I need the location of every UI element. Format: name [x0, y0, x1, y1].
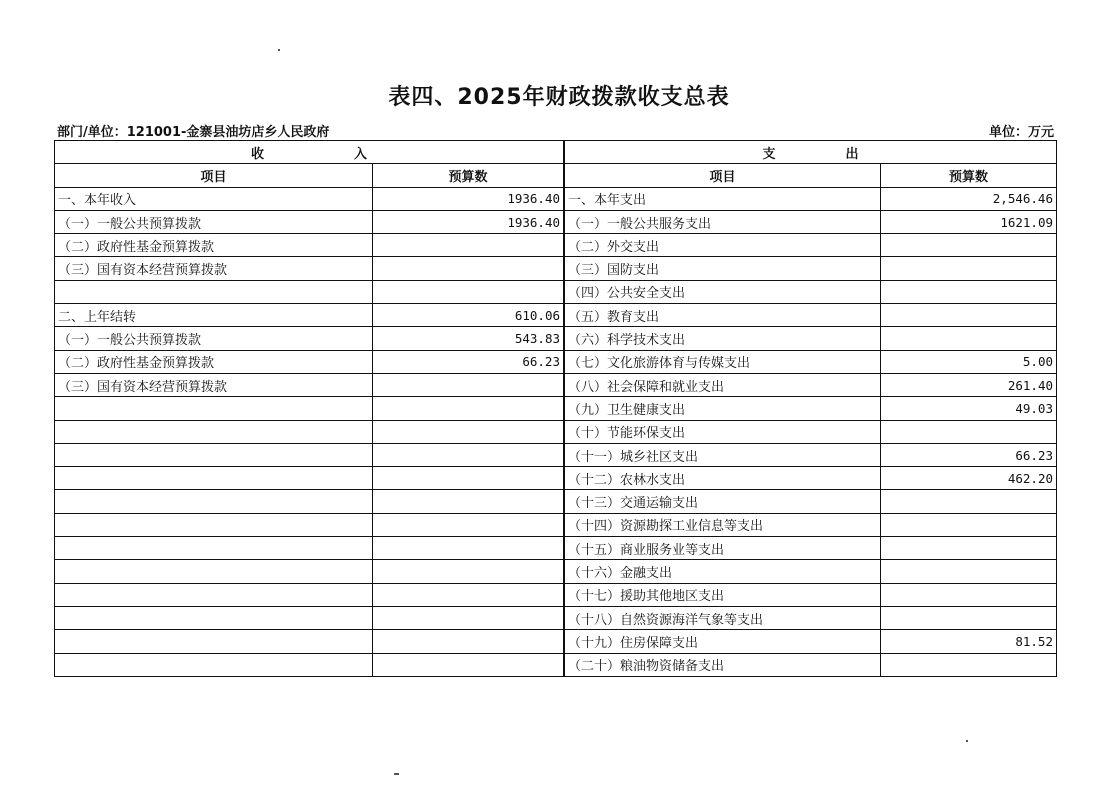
- expense-item-cell: （十五）商业服务业等支出: [565, 537, 881, 560]
- expense-table-body: [565, 187, 1057, 676]
- table-row: [55, 280, 564, 303]
- income-amount-cell: [373, 560, 564, 583]
- department-label: 部门/单位：121001-金寨县油坊店乡人民政府: [57, 125, 330, 140]
- expense-amount-cell: 81.52: [881, 630, 1057, 653]
- income-item-cell: [55, 583, 373, 606]
- table-row: [55, 537, 564, 560]
- expense-amount-cell: 462.20: [881, 467, 1057, 490]
- table-row: [565, 304, 1057, 327]
- expense-amount-cell: [881, 280, 1057, 303]
- page-title: 表四、2025年财政拨款收支总表: [388, 85, 730, 110]
- expense-amount-cell: [881, 653, 1057, 676]
- table-row: [565, 210, 1057, 233]
- table-row: [565, 234, 1057, 257]
- table-row: [565, 653, 1057, 676]
- table-row: [55, 304, 564, 327]
- table-row: [565, 350, 1057, 373]
- income-amount-cell: 543.83: [373, 327, 564, 350]
- table-row: [565, 327, 1057, 350]
- table-row: [565, 397, 1057, 420]
- expense-amount-cell: [881, 234, 1057, 257]
- table-row: [55, 467, 564, 490]
- expense-item-cell: （六）科学技术支出: [565, 327, 881, 350]
- scan-speck: [966, 740, 968, 742]
- table-row: [565, 583, 1057, 606]
- income-item-cell: （二）政府性基金预算拨款: [55, 350, 373, 373]
- expense-item-cell: （十）节能环保支出: [565, 420, 881, 443]
- table-row: [55, 560, 564, 583]
- table-row: [55, 210, 564, 233]
- table-row: [565, 373, 1057, 396]
- expense-item-cell: （十八）自然资源海洋气象等支出: [565, 606, 881, 629]
- table-row: [55, 373, 564, 396]
- income-item-cell: [55, 420, 373, 443]
- income-item-cell: （一）一般公共预算拨款: [55, 210, 373, 233]
- expense-item-cell: （十六）金融支出: [565, 560, 881, 583]
- table-row: [55, 420, 564, 443]
- income-amount-cell: [373, 537, 564, 560]
- income-header-char-b: 入: [354, 146, 368, 162]
- expense-item-cell: （十一）城乡社区支出: [565, 443, 881, 466]
- expense-item-cell: （十七）援助其他地区支出: [565, 583, 881, 606]
- expense-item-cell: （五）教育支出: [565, 304, 881, 327]
- income-amount-cell: [373, 420, 564, 443]
- expense-col-item-header: 项目: [565, 164, 881, 187]
- table-row: [565, 467, 1057, 490]
- income-amount-cell: [373, 397, 564, 420]
- table-row: [55, 513, 564, 536]
- income-item-cell: [55, 397, 373, 420]
- expense-item-cell: （二十）粮油物资储备支出: [565, 653, 881, 676]
- expense-header-row: [565, 141, 1057, 164]
- expense-amount-cell: [881, 304, 1057, 327]
- expense-item-cell: （八）社会保障和就业支出: [565, 373, 881, 396]
- income-item-cell: 二、上年结转: [55, 304, 373, 327]
- expense-item-cell: 一、本年支出: [565, 187, 881, 210]
- table-row: [55, 606, 564, 629]
- table-row: [565, 490, 1057, 513]
- income-amount-cell: [373, 583, 564, 606]
- expense-col-amount-header: 预算数: [881, 164, 1057, 187]
- expense-item-cell: （四）公共安全支出: [565, 280, 881, 303]
- income-amount-cell: [373, 513, 564, 536]
- income-amount-cell: [373, 234, 564, 257]
- table-row: [55, 653, 564, 676]
- income-item-cell: [55, 490, 373, 513]
- income-item-cell: [55, 513, 373, 536]
- expense-item-cell: （十九）住房保障支出: [565, 630, 881, 653]
- income-item-cell: 一、本年收入: [55, 187, 373, 210]
- table-row: [565, 420, 1057, 443]
- income-item-cell: [55, 280, 373, 303]
- income-amount-cell: [373, 630, 564, 653]
- income-amount-cell: [373, 606, 564, 629]
- expense-item-cell: （十三）交通运输支出: [565, 490, 881, 513]
- expense-amount-cell: 261.40: [881, 373, 1057, 396]
- income-header-row: [55, 141, 564, 164]
- expense-amount-cell: [881, 606, 1057, 629]
- expense-amount-cell: [881, 513, 1057, 536]
- expense-amount-cell: [881, 560, 1057, 583]
- table-row: [55, 187, 564, 210]
- expense-amount-cell: [881, 537, 1057, 560]
- income-item-cell: （三）国有资本经营预算拨款: [55, 257, 373, 280]
- expense-item-cell: （二）外交支出: [565, 234, 881, 257]
- income-amount-cell: [373, 443, 564, 466]
- income-amount-cell: [373, 490, 564, 513]
- expense-amount-cell: [881, 583, 1057, 606]
- income-item-cell: [55, 560, 373, 583]
- income-item-cell: [55, 653, 373, 676]
- expense-header-char-b: 出: [845, 146, 859, 162]
- scan-speck: [278, 49, 280, 51]
- income-amount-cell: [373, 653, 564, 676]
- expense-amount-cell: [881, 257, 1057, 280]
- income-item-cell: [55, 630, 373, 653]
- table-row: [565, 443, 1057, 466]
- table-row: [55, 234, 564, 257]
- table-row: [55, 630, 564, 653]
- expense-amount-cell: 2,546.46: [881, 187, 1057, 210]
- table-row: [55, 443, 564, 466]
- expense-section-header: [565, 141, 1057, 164]
- income-column-header-row: [55, 164, 564, 187]
- income-section-header: [55, 141, 564, 164]
- income-amount-cell: 610.06: [373, 304, 564, 327]
- income-item-cell: （三）国有资本经营预算拨款: [55, 373, 373, 396]
- income-amount-cell: [373, 373, 564, 396]
- expense-amount-cell: [881, 327, 1057, 350]
- expense-amount-cell: 5.00: [881, 350, 1057, 373]
- income-col-item-header: 项目: [55, 164, 373, 187]
- table-row: [55, 397, 564, 420]
- income-item-cell: [55, 537, 373, 560]
- income-amount-cell: 1936.40: [373, 210, 564, 233]
- table-row: [55, 350, 564, 373]
- table-row: [565, 513, 1057, 536]
- income-item-cell: （二）政府性基金预算拨款: [55, 234, 373, 257]
- table-row: [565, 187, 1057, 210]
- income-item-cell: [55, 606, 373, 629]
- income-amount-cell: [373, 467, 564, 490]
- expense-item-cell: （七）文化旅游体育与传媒支出: [565, 350, 881, 373]
- table-row: [55, 490, 564, 513]
- table-row: [565, 606, 1057, 629]
- income-item-cell: （一）一般公共预算拨款: [55, 327, 373, 350]
- income-table-body: [55, 187, 564, 676]
- scan-speck: [394, 773, 399, 775]
- table-row: [565, 280, 1057, 303]
- expense-amount-cell: [881, 420, 1057, 443]
- income-header-char-a: 收: [250, 146, 264, 162]
- table-row: [565, 257, 1057, 280]
- table-row: [565, 630, 1057, 653]
- expense-item-cell: （一）一般公共服务支出: [565, 210, 881, 233]
- table-row: [565, 537, 1057, 560]
- expense-amount-cell: 66.23: [881, 443, 1057, 466]
- expense-item-cell: （三）国防支出: [565, 257, 881, 280]
- expense-header-char-a: 支: [762, 146, 776, 162]
- table-row: [55, 257, 564, 280]
- income-col-amount-header: 预算数: [373, 164, 564, 187]
- expense-amount-cell: [881, 490, 1057, 513]
- income-item-cell: [55, 467, 373, 490]
- expense-amount-cell: 49.03: [881, 397, 1057, 420]
- income-amount-cell: [373, 280, 564, 303]
- income-amount-cell: [373, 257, 564, 280]
- table-row: [55, 327, 564, 350]
- expense-column-header-row: [565, 164, 1057, 187]
- unit-label: 单位：万元: [988, 125, 1054, 140]
- expense-item-cell: （九）卫生健康支出: [565, 397, 881, 420]
- income-amount-cell: 66.23: [373, 350, 564, 373]
- expense-table: [564, 140, 1057, 677]
- expense-item-cell: （十二）农林水支出: [565, 467, 881, 490]
- income-amount-cell: 1936.40: [373, 187, 564, 210]
- expense-amount-cell: 1621.09: [881, 210, 1057, 233]
- table-row: [565, 560, 1057, 583]
- income-table: [54, 140, 564, 677]
- table-row: [55, 583, 564, 606]
- income-item-cell: [55, 443, 373, 466]
- expense-item-cell: （十四）资源勘探工业信息等支出: [565, 513, 881, 536]
